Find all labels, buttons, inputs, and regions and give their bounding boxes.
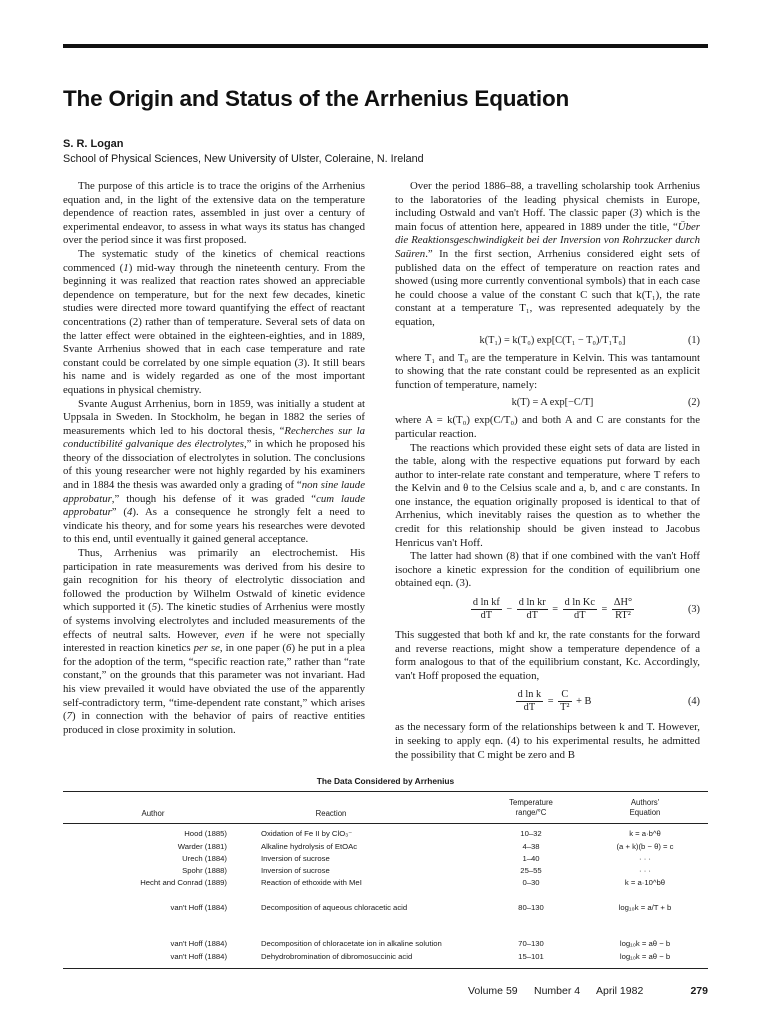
paragraph: where T₁ and T₀ are the temperature in Kelvin. This was tantamount to showing that the rate constant could be represented as an explicit function of temperature, namely: bbox=[395, 351, 700, 391]
footer-volume: Volume 59 bbox=[468, 985, 518, 997]
page-footer bbox=[440, 985, 708, 999]
paragraph: Svante August Arrhenius, born in 1859, was initially a student at Uppsala in Sweden. In Stockholm, he began in 1882 the series of measurements which led to his doctoral thesis, “Recherches sur la conductibilité galvanique des électrolytes,” in which he proposed his theory of the dissociation of electrolytes in solution. The conclusions of this young researcher were not highly regarded by his examiners and in 1884 the thesis was awarded only a grading of “non sine laude approbatur,” though his defense of it was graded “cum laude approbatur” (4). As a consequence he strongly felt a need to vindicate his theory, and for some years his researches were devoted to this end, until eventually it gained general acceptance. bbox=[63, 397, 365, 546]
equation-number: (1) bbox=[687, 334, 700, 346]
table-row: Urech (1884) Inversion of sucrose 1–40 · · · bbox=[182, 854, 651, 863]
paragraph: The systematic study of the kinetics of chemical reactions commenced (1) mid-way through the nineteenth century. From the beginning it was realized that reaction rates showed an appreciable dependence on temperature, but for the next few decades, kinetic studies were directed more toward quantifying the effect of reactant concentrations (2) rather than of temperature. Several sets of data on the latter effect were obtained in the eighteen-eighties, and in 1889, Svante Arrhenius showed that in each case temperature and rate constant could be correlated by one simple equation (3). It still bears his name and is widely regarded as one of the most important equations in physical chemistry. bbox=[63, 247, 366, 396]
grade-text: cum laude approbatur bbox=[63, 492, 365, 519]
fraction: $\frac{\Delta H^\circ}{\text{RT²}}$ bbox=[613, 597, 633, 622]
fraction: $\frac{\text{d ln Kc}}{dT}$ bbox=[564, 597, 595, 622]
table-row: Hood (1885) Oxidation of Fe II by ClO₃⁻ 10–32 k = a·b^θ bbox=[184, 829, 661, 838]
grade-text: non sine laude approbatur bbox=[63, 479, 365, 505]
equation-number: (2) bbox=[687, 397, 700, 409]
fraction: $\frac{\text{d ln k}}{dT}$ bbox=[517, 689, 542, 714]
paragraph: Over the period 1886–88, a travelling scholarship took Arrhenius to the laboratories of the leading physical chemists in Europe, including Ostwald and van't Hoff. The classic paper (3) which is the main focus of attention here, appeared in 1889 under the title, “Über die Reaktionsgeschwindigkeit bei der Inversion von Rohrzucker durch Saüren.” In the first section, Arrhenius considered eight sets of published data on the effect of temperature on reaction rates and showed (using more currently conventional symbols) that in each case he could choose a value of the constant C such that k(T₁), the rate constant at a temperature T₁, was represented adequately by the equation, bbox=[395, 180, 700, 328]
ref: 1 bbox=[123, 261, 129, 274]
footer-number: Number 4 bbox=[534, 985, 581, 997]
table-row: Spohr (1888) Inversion of sucrose 25–55 · · · bbox=[182, 866, 651, 875]
equation-4: $\frac{\text{d ln k}}{dT}$ = $\frac{C}{\text{T²}}$ + B (4) bbox=[517, 689, 700, 714]
ref: 4 bbox=[127, 506, 133, 519]
paragraph: The latter had shown (8) that if one combined with the van't Hoff isochore a kinetic expression for the condition of equilibrium one obtained eqn. (3). bbox=[395, 550, 700, 590]
table-row: Hecht and Conrad (1889) Reaction of ethoxide with MeI 0–30 k = a·10^bθ bbox=[140, 878, 666, 887]
ref: 3 bbox=[633, 207, 639, 220]
author-name: S. R. Logan bbox=[63, 138, 124, 150]
ref: 7 bbox=[66, 710, 73, 723]
page-number: 279 bbox=[690, 985, 708, 997]
table-row: Warder (1881) Alkaline hydrolysis of EtOAc 4–38 (a + k)(b − θ) = c bbox=[177, 842, 674, 851]
author-affiliation: School of Physical Sciences, New University of Ulster, Coleraine, N. Ireland bbox=[63, 153, 424, 165]
fraction: $\frac{\text{d ln kf}}{dT}$ bbox=[472, 597, 500, 622]
equation-2: k(T) = A exp[−C/T] (2) bbox=[511, 397, 700, 409]
footer-date: April 1982 bbox=[596, 985, 644, 997]
ref: 5 bbox=[151, 601, 158, 614]
thesis-title: Recherches sur la conductibilité galvanique des électrolytes bbox=[63, 424, 365, 451]
header-temperature-range: Temperature range/°C bbox=[509, 798, 553, 817]
equation-3: $\frac{\text{d ln kf}}{dT}$ − $\frac{\text{d ln kr}}{dT}$ = $\frac{\text{d ln Kc}}{dT}$ = $\frac{\Delta H^\circ}{\text{RT²}}$ (3) bbox=[472, 597, 700, 622]
fraction: $\frac{C}{\text{T²}}$ bbox=[560, 689, 570, 714]
left-column bbox=[63, 180, 365, 737]
paragraph: where A = k(T₀) exp(C/T₀) and both A and C are constants for the particular reaction. bbox=[395, 414, 700, 440]
paragraph: The reactions which provided these eight sets of data are listed in the table, along with the respective equations put forward by each author to inter-relate rate constant and temperature, where T refers to the Kelvin and θ to the Celsius scale and a, b, and c are constants. In one instance, the equation originally proposed is identical to that of Arrhenius, which inevitably raises the question as to whether the credit for this relationship should be given instead to Jacobus Henricus van't Hoff. bbox=[395, 441, 700, 549]
table-top-rule bbox=[63, 791, 708, 792]
ref: 3 bbox=[298, 356, 304, 369]
right-column bbox=[395, 180, 700, 762]
ref: 6 bbox=[286, 642, 292, 655]
paper-title: Über die Reaktionsgeschwindigkeit bei der Inversion von Rohrzucker durch Saüren bbox=[395, 220, 700, 260]
paragraph: This suggested that both kf and kr, the rate constants for the forward and reverse reactions, might show a temperature dependence of a form analogous to that of the equilibrium constant, Kc. Accordingly, van't Hoff proposed the equation, bbox=[395, 629, 700, 682]
table-row: van't Hoff (1884) Decomposition of aqueous chloracetic acid 80–130 log₁₀k = a/T + b bbox=[170, 903, 672, 912]
equation-1: k(T₁) = k(T₀) exp[C(T₁ − T₀)/T₁T₀] (1) bbox=[479, 334, 700, 346]
equation-number: (4) bbox=[687, 696, 700, 708]
equation-number: (3) bbox=[687, 604, 700, 616]
table-bottom-rule bbox=[63, 968, 708, 969]
table-header-rule bbox=[63, 823, 708, 824]
top-rule bbox=[63, 44, 708, 48]
header-reaction: Reaction bbox=[315, 809, 347, 818]
header-equation: Authors' Equation bbox=[629, 798, 661, 817]
table-caption: The Data Considered by Arrhenius bbox=[316, 776, 455, 786]
paragraph: Thus, Arrhenius was primarily an electrochemist. His participation in rate measurements was derived from his desire to gain recognition for his theory of electrolytic dissociation and followed the production by Wilhelm Ostwald of kinetic evidence which supported it (5). The kinetic studies of Arrhenius were mostly of systems involving electrolytes and included measurements of the effects of neutral salts. However, even if he were not specially interested in reaction kinetics per se, in one paper (6) he put in a plea for the adoption of the term, “specific reaction rate,” rather than “rate constant,” on the grounds that this parameter was not invariant. Had his view prevailed it would have obviated the use of the apparently self-contradictory term, “time-dependent rate constant,” which arises (7) in connection with the behavior of pairs of reactive entities produced in close proximity in solution. bbox=[63, 547, 365, 736]
paragraph: The purpose of this article is to trace the origins of the Arrhenius equation and, in the light of the extensive data on the temperature dependence of reaction rates, assembled in just over a century of experimental endeavor, to assess in what ways its status has changed over the period since it was first proposed. bbox=[63, 180, 365, 247]
paragraph: as the necessary form of the relationships between k and T. However, in seeking to apply eqn. (4) to his experimental results, he admitted the possibility that C might be zero and B bbox=[395, 721, 700, 761]
header-author: Author bbox=[141, 809, 165, 818]
table-row: van't Hoff (1884) Dehydrobromination of dibromosuccinic acid 15–101 log₁₀k = aθ − b bbox=[170, 952, 671, 961]
fraction: $\frac{\text{d ln kr}}{dT}$ bbox=[518, 597, 546, 622]
table-row: van't Hoff (1884) Decomposition of chloracetate ion in alkaline solution 70–130 log₁₀k = aθ − b bbox=[170, 939, 671, 948]
article-title: The Origin and Status of the Arrhenius Equation bbox=[63, 86, 570, 111]
